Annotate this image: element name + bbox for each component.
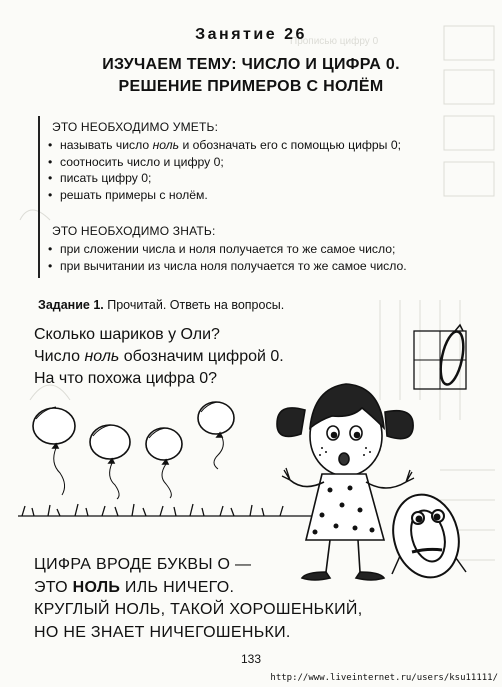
- must-know-item: • при сложении числа и ноля получается то же самое число;: [48, 241, 407, 258]
- question-1: Сколько шариков у Оли?: [34, 326, 220, 343]
- topic-title-line-2: РЕШЕНИЕ ПРИМЕРОВ С НОЛЁМ: [118, 78, 384, 95]
- svg-text:Прописью цифру 0: Прописью цифру 0: [290, 36, 379, 47]
- must-do-item: • соотносить число и цифру 0;: [48, 154, 401, 171]
- topic-title-line-1: ИЗУЧАЕМ ТЕМУ: ЧИСЛО И ЦИФРА 0.: [102, 56, 400, 73]
- task-label: Задание 1.: [38, 298, 104, 312]
- must-do-heading: ЭТО НЕОБХОДИМО УМЕТЬ:: [52, 120, 219, 134]
- balloons-group: [33, 402, 234, 499]
- word-nol: ноль: [152, 138, 180, 152]
- page-number: 133: [240, 652, 262, 666]
- grass-line: [18, 504, 330, 516]
- poem: [34, 554, 362, 644]
- must-do-item: • решать примеры с нолём.: [48, 187, 401, 204]
- must-know-item: • при вычитании из числа ноля получается то же самое число.: [48, 258, 407, 275]
- question-2: Число ноль обозначим цифрой 0.: [34, 348, 284, 365]
- digit-zero-sample: [414, 325, 467, 389]
- must-know-heading: ЭТО НЕОБХОДИМО ЗНАТЬ:: [52, 224, 216, 238]
- source-url-watermark: http://www.liveinternet.ru/users/ksu11111/: [270, 673, 498, 683]
- poem-line-2: ЭТО НОЛЬ ИЛЬ НИЧЕГО.: [34, 578, 235, 596]
- balloon: [33, 407, 75, 495]
- zero-character-illustration: [384, 487, 468, 585]
- poem-line-1: ЦИФРА ВРОДЕ БУКВЫ О —: [34, 556, 252, 573]
- must-do-item: • называть число ноль и обозначать его с помощью цифры 0;: [48, 137, 401, 154]
- must-do-item: • писать цифру 0;: [48, 170, 401, 187]
- poem-line-4: НО НЕ ЗНАЕТ НИЧЕГОШЕНЬКИ.: [34, 623, 291, 641]
- poem-line-3: КРУГЛЫЙ НОЛЬ, ТАКОЙ ХОРОШЕНЬКИЙ,: [34, 601, 363, 618]
- task-instruction: Задание 1. Прочитай. Ответь на вопросы.: [38, 298, 285, 312]
- girl-olya-illustration: [277, 384, 414, 580]
- question-3: На что похожа цифра 0?: [34, 370, 217, 387]
- balloon: [198, 402, 234, 469]
- balloon: [146, 428, 182, 498]
- lesson-title: Занятие 26: [195, 26, 307, 43]
- balloon: [90, 425, 130, 499]
